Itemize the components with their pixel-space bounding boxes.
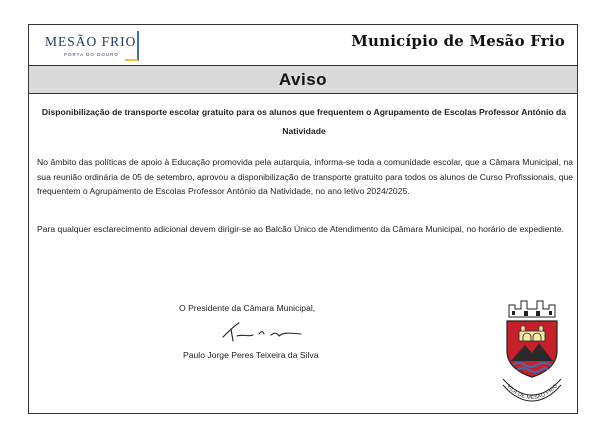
signature-block (179, 303, 379, 360)
handwritten-signature-icon (219, 319, 309, 345)
municipality-logo (29, 25, 141, 66)
crest-motto: VILA DE MESÃO FRIO (505, 383, 560, 402)
notice-paragraph: Para qualquer esclarecimento adicional devem dirigir-se ao Balcão Único de Atendimento da Câmara Municipal, no horário de expediente. (37, 224, 564, 234)
logo-bracket-icon (125, 31, 139, 61)
municipality-title: Município de Mesão Frio (351, 32, 565, 50)
notice-title-band (29, 66, 577, 94)
coat-of-arms-icon (497, 295, 567, 405)
svg-text:VILA DE MESÃO FRIO (505, 383, 559, 401)
notice-frame (28, 24, 578, 414)
header (29, 25, 577, 66)
signature-role: O Presidente da Câmara Municipal, (179, 303, 316, 313)
signature-name: Paulo Jorge Peres Teixeira da Silva (183, 350, 319, 360)
notice-paragraph: No âmbito das políticas de apoio à Educação promovida pela autarquia, informa-se toda a comunidade escolar, que a Câmara Municipal, na sua reunião ordinária de 05 de setembro, aprovou a disponibilização de transporte gratuito para todos os alunos de Curso Profissionais, que frequentem o Agrupamento de Escolas Professor António da Natividade, no ano letivo 2024/2025. (37, 157, 573, 196)
logo-name: MESÃO FRIO (45, 34, 137, 49)
notice-subject: Disponibilização de transporte escolar gratuito para os alunos que frequentem o Agrupamento de Escolas Professor António da Natividade (41, 107, 567, 136)
notice-title: Aviso (278, 69, 328, 89)
logo-subtitle: PORTA DO DOURO (64, 52, 119, 57)
